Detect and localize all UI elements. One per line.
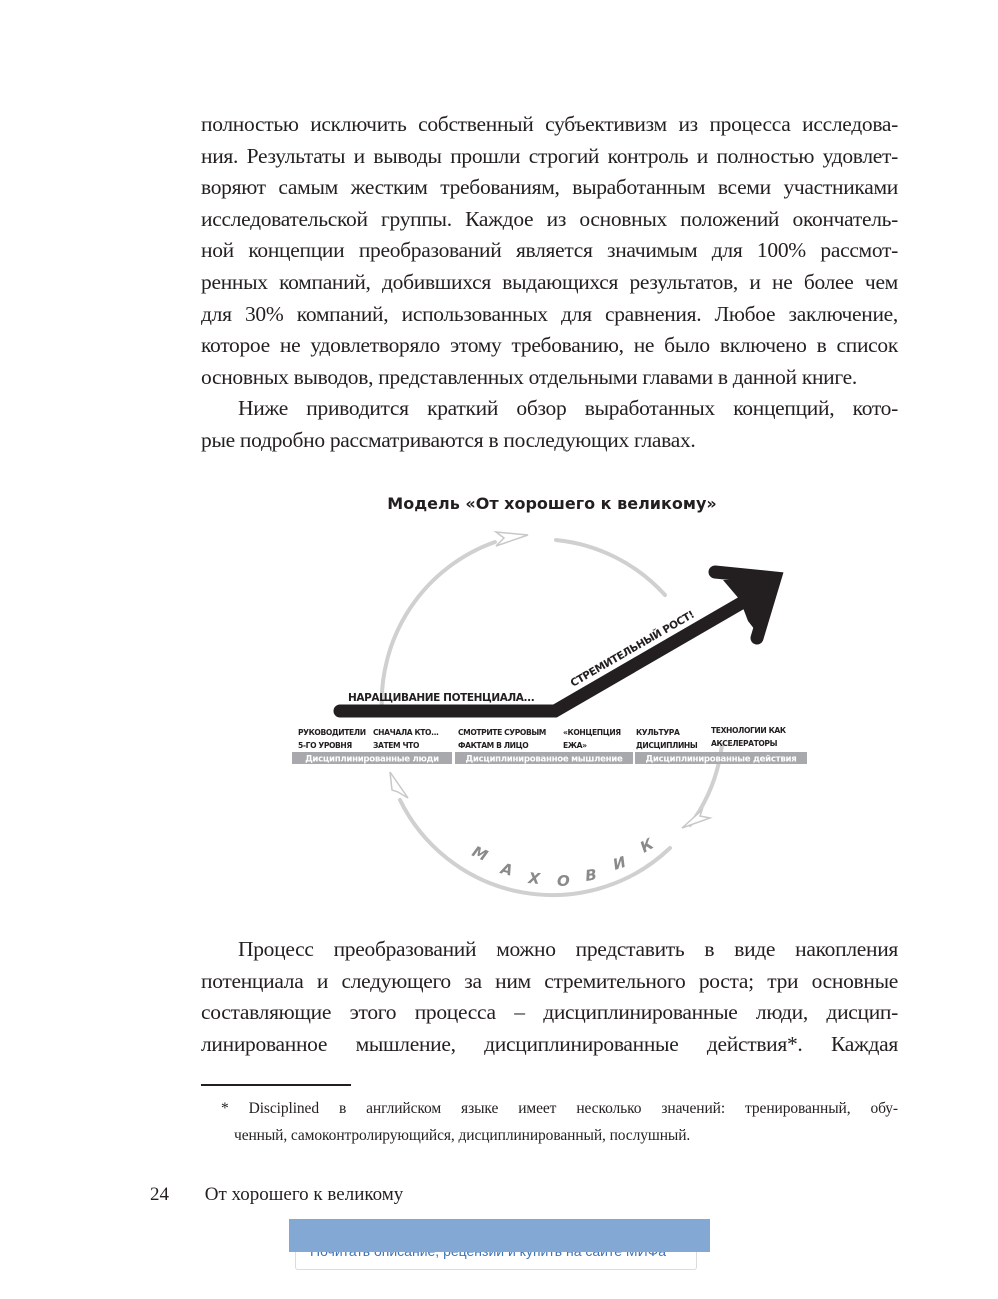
svg-text:СМОТРИТЕ СУРОВЫМ: СМОТРИТЕ СУРОВЫМ [458, 728, 546, 737]
text-line: для 30% компаний, использованных для сравнения. Любое заключение, [201, 301, 898, 326]
paragraph-1 [201, 109, 898, 457]
footnote [221, 1095, 898, 1149]
page-footer [150, 1184, 403, 1206]
flywheel-arrowhead-icon [496, 532, 528, 546]
svg-text:О: О [557, 872, 570, 890]
svg-text:В: В [584, 865, 598, 885]
text-line: исследовательской группы. Каждое из основных положений окончатель- [201, 206, 898, 231]
svg-text:ФАКТАМ В ЛИЦО: ФАКТАМ В ЛИЦО [458, 741, 529, 750]
svg-text:АКСЕЛЕРАТОРЫ: АКСЕЛЕРАТОРЫ [711, 739, 778, 748]
text-line: Процесс преобразований можно представить в виде накопления [238, 937, 898, 961]
svg-text:И: И [610, 852, 629, 874]
text-line: ренных компаний, добившихся выдающихся результатов, и не более чем [201, 269, 898, 294]
text-line: Ниже приводится краткий обзор выработанных концепций, кото- [238, 396, 898, 421]
footnote-divider [201, 1084, 351, 1086]
svg-text:М: М [469, 842, 491, 865]
svg-text:К: К [637, 834, 657, 857]
svg-text:СНАЧАЛА КТО...: СНАЧАЛА КТО... [373, 728, 439, 737]
flywheel-circle [382, 540, 722, 895]
text-line: полностью исключить собственный субъективизм из процесса исследова- [201, 112, 898, 136]
text-line: потенциала и следующего за ним стремительного роста; три основные [201, 968, 898, 993]
growth-arrow [340, 572, 775, 711]
svg-text:5-ГО УРОВНЯ: 5-ГО УРОВНЯ [298, 741, 352, 750]
text-line: составляющие этого процесса – дисциплинированные люди, дисцип- [201, 1000, 898, 1025]
text-line: линированное мышление, дисциплинированные действия*. Каждая [201, 1031, 898, 1056]
text-line: воряют самым жестким требованиям, выработанным всеми участниками [201, 175, 898, 200]
flywheel-arrowhead-icon [390, 772, 408, 798]
svg-text:А: А [499, 859, 515, 880]
category-people: Дисциплинированные люди [305, 754, 439, 765]
svg-text:Х: Х [527, 869, 541, 888]
buildup-label: НАРАЩИВАНИЕ ПОТЕНЦИАЛА... [348, 692, 535, 704]
page-number: 24 [150, 1184, 169, 1205]
flywheel-label [469, 834, 657, 890]
text-line: рые подробно рассматриваются в последующих главах. [201, 427, 696, 452]
svg-text:ЕЖА»: ЕЖА» [563, 741, 587, 750]
paragraph-3 [201, 934, 898, 1060]
good-to-great-diagram [270, 480, 830, 920]
running-title: От хорошего к великому [204, 1184, 404, 1205]
svg-text:РУКОВОДИТЕЛИ: РУКОВОДИТЕЛИ [298, 728, 366, 737]
stage-labels [298, 726, 787, 750]
diagram-title: Модель «От хорошего к великому» [387, 494, 717, 513]
svg-text:ТЕХНОЛОГИИ КАК: ТЕХНОЛОГИИ КАК [711, 726, 786, 735]
breakthrough-label: СТРЕМИТЕЛЬНЫЙ РОСТ! [568, 608, 697, 690]
text-line: ной концепции преобразований является значимым для 100% рассмот- [201, 238, 898, 263]
svg-text:ДИСЦИПЛИНЫ: ДИСЦИПЛИНЫ [636, 741, 698, 750]
svg-text:КУЛЬТУРА: КУЛЬТУРА [636, 728, 680, 737]
text-line: которое не удовлетворяло этому требованию, не было включено в список [201, 333, 898, 358]
promo-banner-bar[interactable] [289, 1219, 710, 1252]
category-action: Дисциплинированные действия [645, 754, 797, 765]
footnote-line: * Disciplined в английском языке имеет несколько значений: тренированный, обу- [221, 1100, 898, 1117]
svg-text:«КОНЦЕПЦИЯ: «КОНЦЕПЦИЯ [563, 728, 621, 737]
category-thought: Дисциплинированное мышление [465, 754, 623, 765]
text-line: ния. Результаты и выводы прошли строгий контроль и полностью удовлет- [201, 143, 898, 168]
footnote-line: ченный, самоконтролирующийся, дисциплинированный, послушный. [234, 1127, 691, 1144]
category-bars [292, 752, 807, 765]
svg-text:ЗАТЕМ ЧТО: ЗАТЕМ ЧТО [373, 741, 420, 750]
text-line: основных выводов, представленных отдельными главами в данной книге. [201, 364, 857, 389]
